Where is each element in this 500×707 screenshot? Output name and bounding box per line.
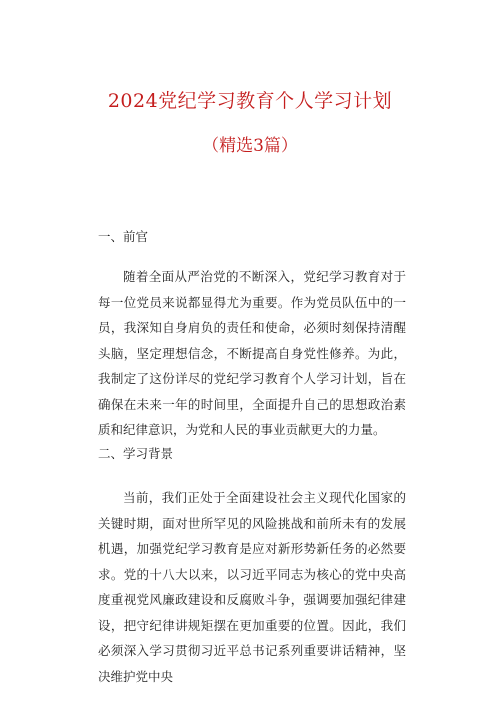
section-heading-preface: 一、前官 xyxy=(98,229,149,244)
document-subtitle: （精选3篇） xyxy=(202,136,298,156)
section-paragraph-background: 当前，我们正处于全面建设社会主义现代化国家的关键时期，面对世所罕见的风险挑战和前所未有的发展机遇，加强党纪学习教育是应对新形势新任务的必然要求。党的十八大以来，以习近平同志为核心的党中央高度重视党风廉政建设和反腐败斗争，强调要加强纪律建设，把守纪律讲规矩摆在更加重要的位置。因此，我们必须深入学习贯彻习近平总书记系列重要讲话精神，坚决维护党中央 xyxy=(98,490,406,684)
section-heading-background: 二、学习背景 xyxy=(98,446,174,461)
document-title: 2024党纪学习教育个人学习计划 xyxy=(107,90,393,112)
section-paragraph-preface: 随着全面从严治党的不断深入，党纪学习教育对于每一位党员来说都显得尤为重要。作为党员队伍中的一员，我深知自身肩负的责任和使命，必须时刻保持清醒头脑，坚定理想信念，不断提高自身党性修养。为此，我制定了这份详尽的党纪学习教育个人学习计划，旨在确保在未来一年的时间里，全面提升自己的思想政治素质和纪律意识，为党和人民的事业贡献更大的力量。 xyxy=(98,269,406,437)
